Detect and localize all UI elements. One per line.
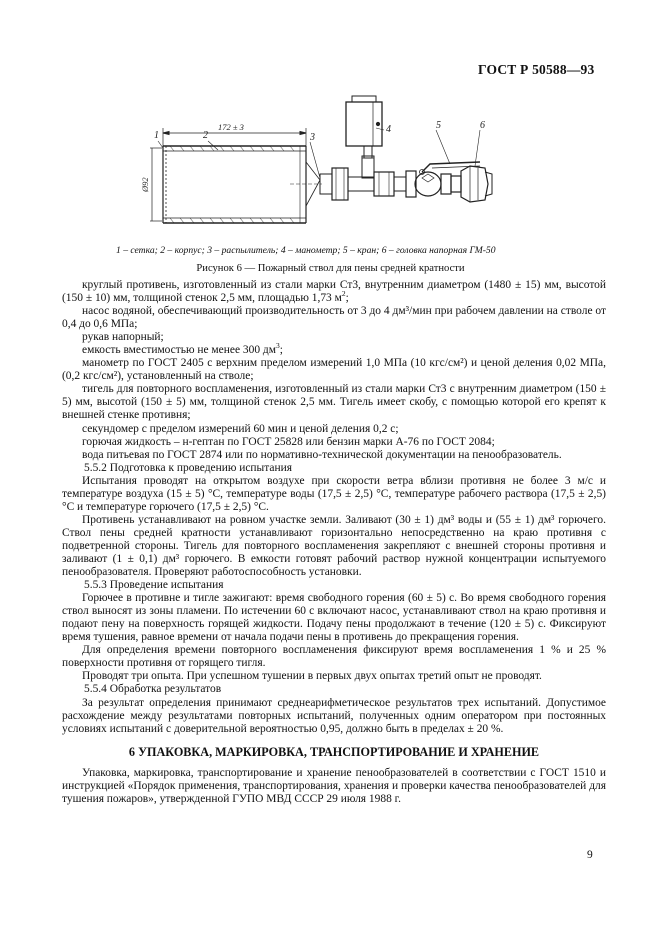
figure-dimension-diameter: Ø92 [140, 177, 150, 192]
paragraph: рукав напорный; [82, 331, 164, 344]
paragraph: горючая жидкость – н-гептан по ГОСТ 25828 или бензин марки А-76 по ГОСТ 2084; [82, 435, 495, 448]
paragraph-text: круглый противень, изготовленный из стали марки Ст3, внутренним диаметром (1480 ± 15) мм, высотой (150 ± 10) мм, толщиной стенок 2,5 мм, площадью 1,73 м [62, 279, 606, 305]
paragraph: Проводят три опыта. При успешном тушении в первых двух опытах третий опыт не проводят. [82, 670, 542, 683]
paragraph: Горючее в противне и тигле зажигают: время свободного горения (60 ± 5) с. Во время свободного горения ствол выносят из зоны пламени. По истечении 60 с включают насос, устанавливают ствол на краю противня и подают пену на поверхность горящей жидкости. Подачу пены продолжают в течение (120 ± 5) с. Фиксируют время тушения, равное времени от начала подачи пены в противень до прекращения горения. [62, 592, 606, 644]
subsection-heading: 5.5.4 Обработка результатов [84, 683, 222, 696]
fire-nozzle-drawing [140, 88, 540, 248]
figure-label-4: 4 [386, 124, 391, 135]
figure-dimension-length: 172 ± 3 [218, 122, 244, 132]
paragraph: За результат определения принимают среднеарифметическое результатов трех испытаний. Допустимое расхождение между результатами повторных испытаний, полученных одним оператором при постоянных условиях испытаний с доверительной вероятностью 0,95, должно быть в пределах ± 20 %. [62, 696, 606, 735]
paragraph-text: емкость вместимостью не менее 300 дм [82, 344, 276, 357]
paragraph [62, 341, 606, 357]
figure-label-1: 1 [154, 130, 159, 141]
figure-label-3: 3 [310, 132, 315, 143]
figure-label-5: 5 [436, 120, 441, 131]
paragraph: Для определения времени повторного воспламенения фиксируют время воспламенения 1 % и 25 % поверхности противня от горящего тигля. [62, 644, 606, 670]
paragraph: манометр по ГОСТ 2405 с верхним пределом измерений 1,0 МПа (10 кгс/см²) и ценой деления 0,02 МПа, (0,2 кгс/см²), установленный на стволе; [62, 357, 606, 383]
figure-label-6: 6 [480, 120, 485, 131]
paragraph: вода питьевая по ГОСТ 2874 или по нормативно-технической документации на пенообразователь. [82, 448, 562, 461]
paragraph: Противень устанавливают на ровном участке земли. Заливают (30 ± 1) дм³ воды и (55 ± 1) дм³ горючего. Ствол пены средней кратности устанавливают горизонтально непосредственно на краю противня с подветренной стороны. Тигель для повторного воспламенения закрепляют с внешней стороны противня и заливают (1 ± 0,1) дм³ горючего. В емкости готовят рабочий раствор нужной концентрации испытуемого пенообразователя. Проверяют работоспособность установки. [62, 513, 606, 579]
fire-nozzle-figure [140, 88, 540, 248]
paragraph-text: ; [345, 292, 349, 305]
subsection-heading: 5.5.3 Проведение испытания [84, 579, 224, 592]
paragraph: секундомер с пределом измерений 60 мин и ценой деления 0,2 с; [82, 422, 399, 435]
figure-legend: 1 – сетка; 2 – корпус; 3 – распылитель; 4 – манометр; 5 – кран; 6 – головка напорная ГМ-50 [116, 245, 496, 256]
section-heading: 6 УПАКОВКА, МАРКИРОВКА, ТРАНСПОРТИРОВАНИЕ И ХРАНЕНИЕ [128, 744, 540, 759]
subsection-heading: 5.5.2 Подготовка к проведению испытания [84, 461, 292, 474]
paragraph: Испытания проводят на открытом воздухе при скорости ветра вблизи противня не более 3 м/с и температуре воздуха (15 ± 5) °С, температуре воды (17,5 ± 2,5) °С, температуре рабочего раствора (17,5 ± 2,5) °С и температуре горючего (17,5 ± 2,5) °С. [62, 474, 606, 513]
paragraph: насос водяной, обеспечивающий производительность от 3 до 4 дм³/мин при рабочем давлении на стволе от 0,4 до 0,6 МПа; [62, 305, 606, 331]
paragraph [62, 279, 606, 305]
gost-number-header: ГОСТ Р 50588—93 [478, 62, 595, 77]
superscript: 3 [275, 341, 280, 351]
figure-label-2: 2 [203, 130, 208, 141]
paragraph-text: ; [279, 344, 283, 357]
page-number: 9 [587, 849, 593, 861]
paragraph: Упаковка, маркировка, транспортирование и хранение пенообразователей в соответствии с ГОСТ 1510 и инструкцией «Порядок применения, транспортирования, хранения и проверки качества пенообразователей для тушения пожаров», утвержденной ГУПО МВД СССР 29 июля 1988 г. [62, 766, 606, 805]
document-body [62, 279, 606, 806]
figure-caption: Рисунок 6 — Пожарный ствол для пены средней кратности [196, 263, 465, 274]
superscript: 2 [341, 289, 346, 299]
paragraph: тигель для повторного воспламенения, изготовленный из стали марки Ст3 с внутренним диаметром (150 ± 5) мм, высотой (150 ± 5) мм, толщиной стенок 2,5 мм. Тигель имеет скобу, с помощью которой его крепят к внешней стенке противня; [62, 383, 606, 422]
